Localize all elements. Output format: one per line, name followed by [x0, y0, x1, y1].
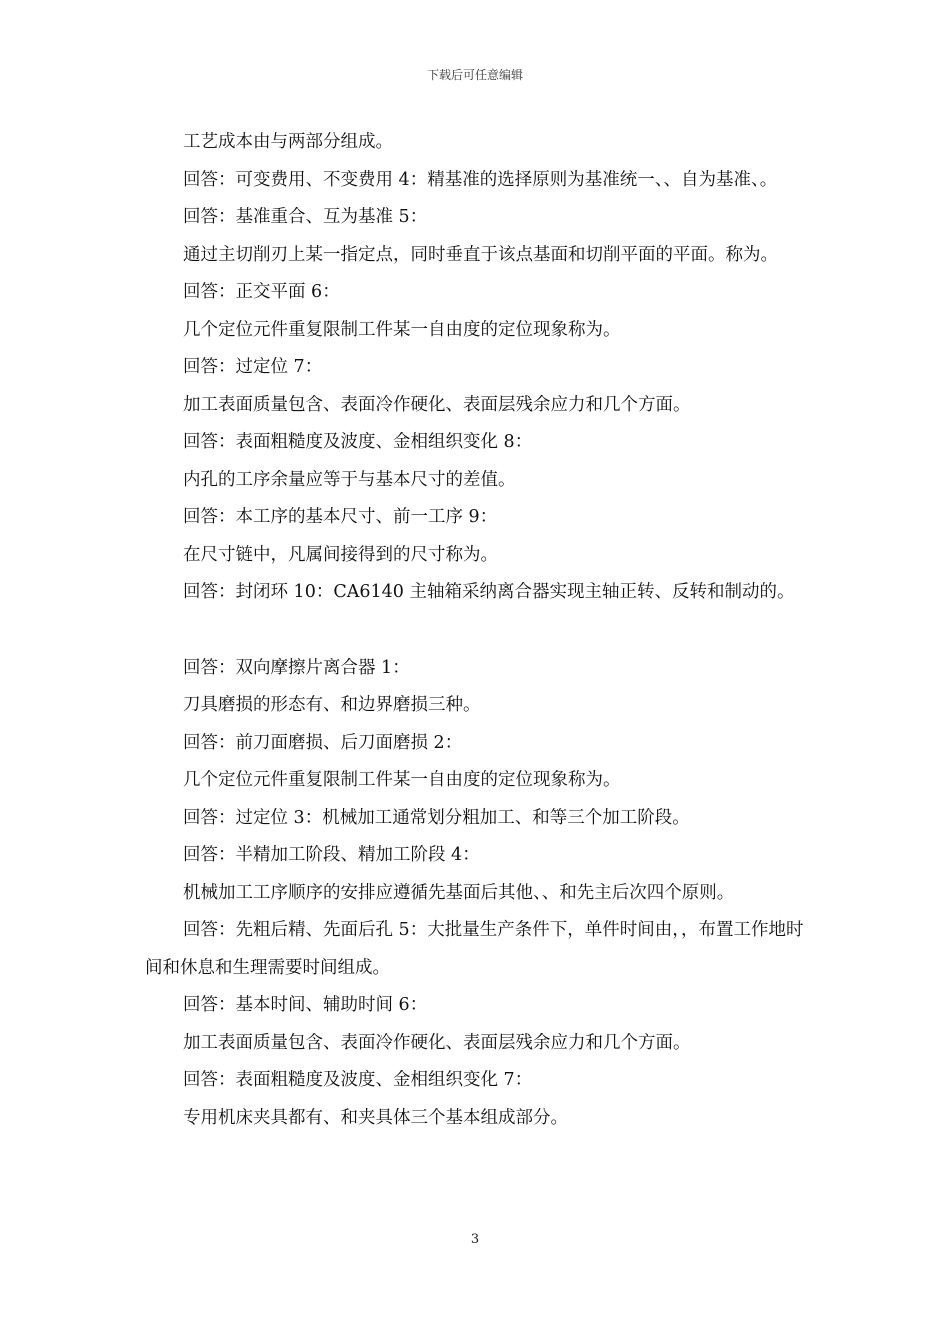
paragraph: 机械加工工序顺序的安排应遵循先基面后其他、、和先主后次四个原则。 — [183, 882, 735, 903]
blank-line — [145, 612, 810, 650]
paragraph: 刀具磨损的形态有、和边界磨损三种。 — [183, 695, 481, 715]
page-number: 3 — [470, 1232, 480, 1247]
paragraph: 内孔的工序余量应等于与基本尺寸的差值。 — [183, 469, 516, 490]
paragraph: 在尺寸链中，凡属间接得到的尺寸称为。 — [183, 544, 498, 565]
paragraph: 回答：过定位 3：机械加工通常划分粗加工、和等三个加工阶段。 — [183, 807, 690, 828]
paragraph: 回答：正交平面 6： — [183, 282, 340, 302]
document-body — [145, 124, 810, 1137]
paragraph: 几个定位元件重复限制工件某一自由度的定位现象称为。 — [183, 319, 621, 340]
paragraph: 回答：表面粗糙度及波度、金相组织变化 8： — [183, 432, 533, 452]
paragraph: 回答：表面粗糙度及波度、金相组织变化 7： — [183, 1070, 533, 1090]
paragraph: 回答：双向摩擦片离合器 1： — [183, 657, 410, 678]
paragraph: 回答：基准重合、互为基准 5： — [183, 207, 428, 227]
paragraph: 回答：先粗后精、先面后孔 5：大批量生产条件下，单件时间由，，布置工作地时间和休息和生理需要时间组成。 — [145, 920, 804, 978]
paragraph: 专用机床夹具都有、和夹具体三个基本组成部分。 — [183, 1107, 568, 1128]
paragraph: 几个定位元件重复限制工件某一自由度的定位现象称为。 — [183, 770, 621, 790]
paragraph: 回答：封闭环 10：CA6140 主轴箱采纳离合器实现主轴正转、反转和制动的。 — [183, 582, 795, 602]
paragraph: 加工表面质量包含、表面冷作硬化、表面层残余应力和几个方面。 — [183, 394, 691, 415]
paragraph: 通过主切削刃上某一指定点，同时垂直于该点基面和切削平面的平面。称为。 — [183, 244, 778, 265]
page-header: 下载后可任意编辑 — [426, 68, 523, 82]
paragraph: 回答：半精加工阶段、精加工阶段 4： — [183, 845, 480, 865]
paragraph: 回答：前刀面磨损、后刀面磨损 2： — [183, 732, 463, 753]
paragraph: 工艺成本由与两部分组成。 — [183, 132, 393, 152]
paragraph: 加工表面质量包含、表面冷作硬化、表面层残余应力和几个方面。 — [183, 1032, 691, 1053]
paragraph: 回答：本工序的基本尺寸、前一工序 9： — [183, 507, 498, 527]
paragraph: 回答：过定位 7： — [183, 357, 323, 377]
paragraph: 回答：可变费用、不变费用 4：精基准的选择原则为基准统一、、自为基准、。 — [183, 169, 778, 190]
paragraph: 回答：基本时间、辅助时间 6： — [183, 995, 428, 1015]
